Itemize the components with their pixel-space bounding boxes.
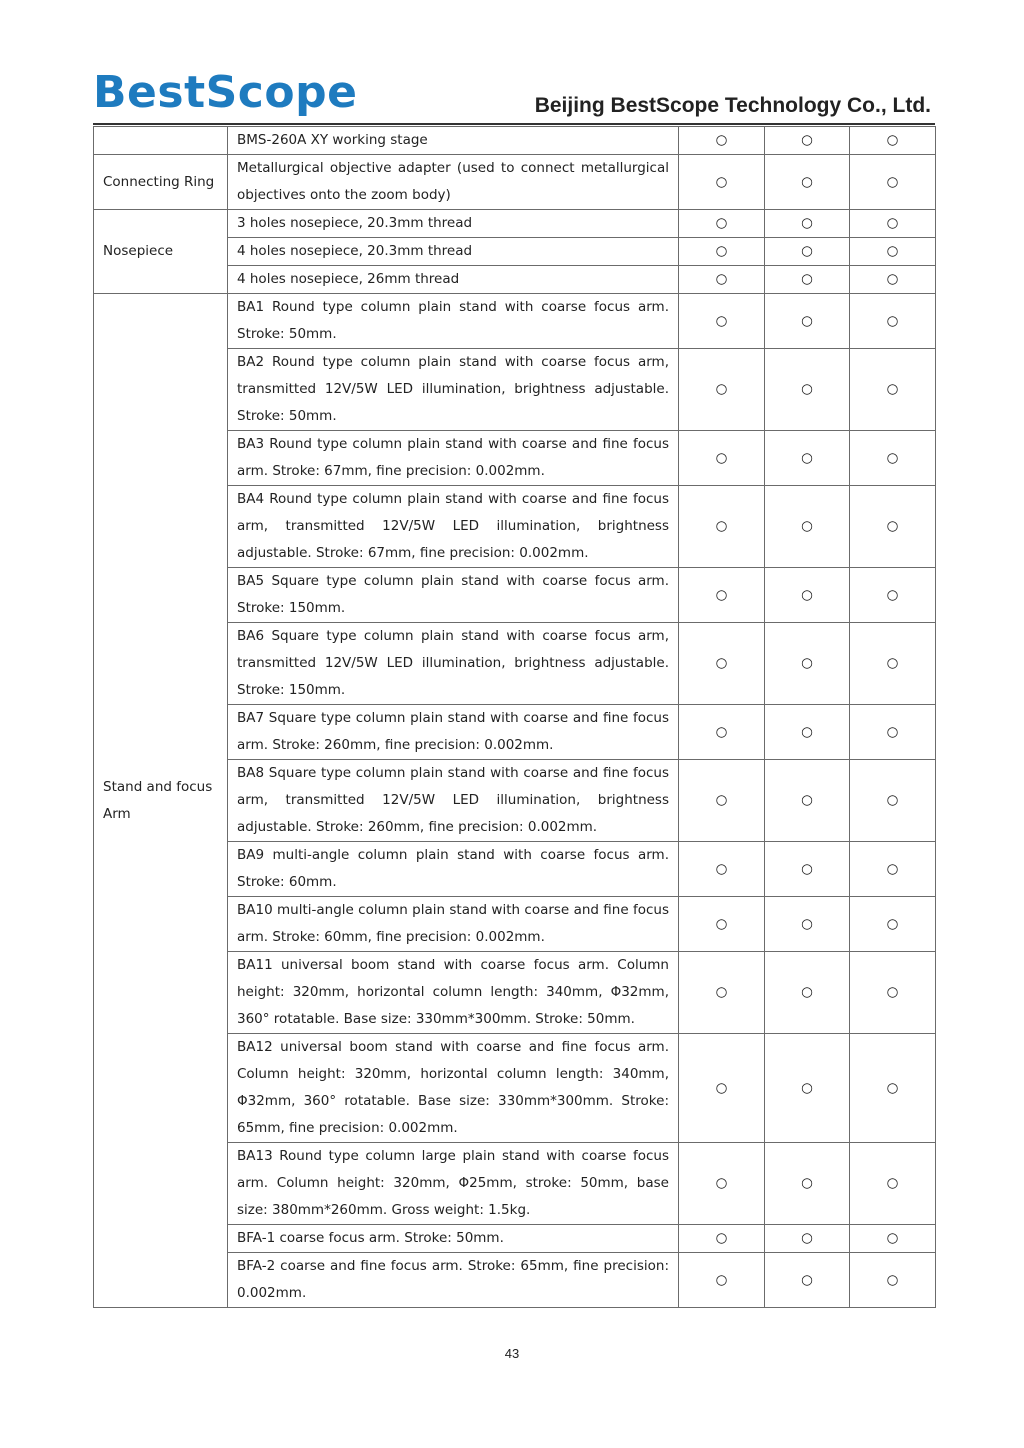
option-mark: ○ [850,623,936,705]
description-cell: BA10 multi-angle column plain stand with coarse and fine focus arm. Stroke: 60mm, fine precision: 0.002mm. [228,897,679,952]
option-mark: ○ [765,623,850,705]
option-mark: ○ [765,705,850,760]
description-cell: BA13 Round type column large plain stand with coarse focus arm. Column height: 320mm, Φ25mm, stroke: 50mm, base size: 380mm*260mm. Gross weight: 1.5kg. [228,1143,679,1225]
description-cell: Metallurgical objective adapter (used to connect metallurgical objectives onto the zoom body) [228,155,679,210]
option-mark: ○ [679,952,765,1034]
option-mark: ○ [765,349,850,431]
option-mark: ○ [765,127,850,155]
category-cell: Nosepiece [94,210,228,294]
description-cell: BA1 Round type column plain stand with coarse focus arm. Stroke: 50mm. [228,294,679,349]
description-cell: BA3 Round type column plain stand with coarse and fine focus arm. Stroke: 67mm, fine precision: 0.002mm. [228,431,679,486]
option-mark: ○ [850,760,936,842]
option-mark: ○ [679,568,765,623]
option-mark: ○ [850,952,936,1034]
option-mark: ○ [850,349,936,431]
option-mark: ○ [850,568,936,623]
option-mark: ○ [765,952,850,1034]
table-row [94,210,936,238]
option-mark: ○ [679,705,765,760]
description-cell: BA11 universal boom stand with coarse focus arm. Column height: 320mm, horizontal column length: 340mm, Φ32mm, 360° rotatable. Base size: 330mm*300mm. Stroke: 50mm. [228,952,679,1034]
option-mark: ○ [850,486,936,568]
option-mark: ○ [850,127,936,155]
page-number: 43 [504,1346,520,1361]
description-cell: BA8 Square type column plain stand with coarse and fine focus arm, transmitted 12V/5W LED illumination, brightness adjustable. Stroke: 260mm, fine precision: 0.002mm. [228,760,679,842]
option-mark: ○ [679,486,765,568]
option-mark: ○ [679,897,765,952]
spec-table [93,126,936,1308]
option-mark: ○ [765,568,850,623]
option-mark: ○ [765,486,850,568]
option-mark: ○ [765,842,850,897]
option-mark: ○ [679,623,765,705]
description-cell: BFA-1 coarse focus arm. Stroke: 50mm. [228,1225,679,1253]
option-mark: ○ [850,842,936,897]
option-mark: ○ [679,842,765,897]
option-mark: ○ [679,1143,765,1225]
option-mark: ○ [850,431,936,486]
option-mark: ○ [850,210,936,238]
logo-text: BestScope [93,67,358,118]
description-cell: 4 holes nosepiece, 20.3mm thread [228,238,679,266]
brand-logo [93,68,357,118]
option-mark: ○ [850,1253,936,1308]
option-mark: ○ [850,266,936,294]
description-cell: BA7 Square type column plain stand with coarse and fine focus arm. Stroke: 260mm, fine precision: 0.002mm. [228,705,679,760]
option-mark: ○ [765,431,850,486]
option-mark: ○ [679,349,765,431]
option-mark: ○ [850,294,936,349]
option-mark: ○ [765,238,850,266]
table-row [94,127,936,155]
option-mark: ○ [765,155,850,210]
option-mark: ○ [765,1143,850,1225]
option-mark: ○ [765,210,850,238]
option-mark: ○ [679,294,765,349]
option-mark: ○ [850,1225,936,1253]
option-mark: ○ [765,294,850,349]
option-mark: ○ [679,127,765,155]
option-mark: ○ [679,431,765,486]
description-cell: 4 holes nosepiece, 26mm thread [228,266,679,294]
option-mark: ○ [679,238,765,266]
header-divider [93,123,935,125]
option-mark: ○ [679,760,765,842]
option-mark: ○ [679,1253,765,1308]
option-mark: ○ [765,1225,850,1253]
option-mark: ○ [679,266,765,294]
option-mark: ○ [765,266,850,294]
option-mark: ○ [850,897,936,952]
description-cell: BA4 Round type column plain stand with coarse and fine focus arm, transmitted 12V/5W LED illumination, brightness adjustable. Stroke: 67mm, fine precision: 0.002mm. [228,486,679,568]
option-mark: ○ [679,155,765,210]
description-cell: 3 holes nosepiece, 20.3mm thread [228,210,679,238]
description-cell: BMS-260A XY working stage [228,127,679,155]
description-cell: BA2 Round type column plain stand with coarse focus arm, transmitted 12V/5W LED illumination, brightness adjustable. Stroke: 50mm. [228,349,679,431]
table-row [94,294,936,349]
option-mark: ○ [679,210,765,238]
table-row [94,155,936,210]
option-mark: ○ [850,155,936,210]
option-mark: ○ [765,1034,850,1143]
description-cell: BA6 Square type column plain stand with coarse focus arm, transmitted 12V/5W LED illumination, brightness adjustable. Stroke: 150mm. [228,623,679,705]
option-mark: ○ [765,1253,850,1308]
option-mark: ○ [850,1143,936,1225]
category-cell: Connecting Ring [94,155,228,210]
description-cell: BA9 multi-angle column plain stand with coarse focus arm. Stroke: 60mm. [228,842,679,897]
description-cell: BFA-2 coarse and fine focus arm. Stroke: 65mm, fine precision: 0.002mm. [228,1253,679,1308]
option-mark: ○ [850,238,936,266]
option-mark: ○ [850,1034,936,1143]
option-mark: ○ [679,1034,765,1143]
description-cell: BA5 Square type column plain stand with coarse focus arm. Stroke: 150mm. [228,568,679,623]
category-cell [94,127,228,155]
description-cell: BA12 universal boom stand with coarse and fine focus arm. Column height: 320mm, horizontal column length: 340mm, Φ32mm, 360° rotatable. Base size: 330mm*300mm. Stroke: 65mm, fine precision: 0.002mm. [228,1034,679,1143]
category-cell: Stand and focus Arm [94,294,228,1308]
company-name: Beijing BestScope Technology Co., Ltd. [534,94,931,117]
option-mark: ○ [765,760,850,842]
option-mark: ○ [850,705,936,760]
option-mark: ○ [679,1225,765,1253]
option-mark: ○ [765,897,850,952]
